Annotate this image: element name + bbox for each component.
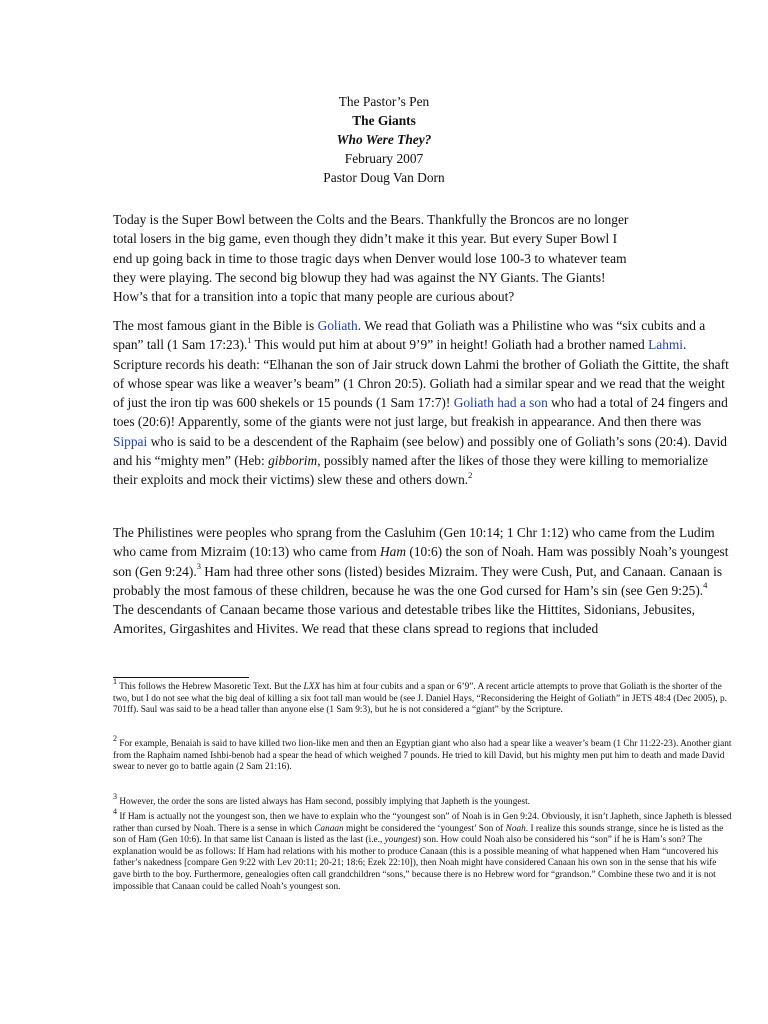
italic-term: Ham [379, 544, 407, 560]
column-name: The Pastor’s Pen [338, 94, 430, 109]
text-run: who had a total of 24 fingers and toes (20:6)! Apparently, some of the giants were not just large, but freakish in appearance. And then there was [113, 395, 728, 430]
paragraph-line: they were playing. The second big blowup they had was against the NY Giants. The Giants! [113, 269, 606, 285]
title-block [0, 92, 768, 187]
text-run: has him at four cubits and a span or 6’9”. A recent article attempts to prove that Goliath is the shorter of the two, but I do not see what the big deal of killing a six foot tall man would be (see J. Daniel Hays, “Reconsidering the Height of Goliath” in JETS 48:4 (Dec 2005), p. 701ff). Saul was said to be a head taller than anyone else (1 Sam 9:3), but he is not considered a “giant” by the Scripture. [113, 682, 727, 716]
text-run: ) son. How could Noah also be considered his “son” if he is Ham’s son? The explanation would be as follows: If Ham had relations with his mother to produce Canaan (this is a possible meaning of what happened when Ham “uncovered his father’s nakedness [compare Gen 9:22 with Lev 20:11; 20-21; 18:6; Ezek 22:10]), then Noah might have considered Canaan his own son in the sense that his wife gave birth to the boy. Furthermore, genealogies often call grandchildren “sons,” because there is no Hebrew word for “grandson.” Combine these two and it is not impossible that Canaan could be called Noah’s youngest son. [113, 835, 719, 892]
footnote-ref[interactable]: 4 [703, 580, 708, 591]
text-run: This follows the Hebrew Masoretic Text. But the [117, 682, 304, 692]
text-run: If Ham is actually not the youngest son, then we have to explain who the “youngest son” of Noah is in Gen 9:24. Obviously, it isn’t Japheth, since Japheth is blessed rather than cursed by Noah. There is a sense in which [113, 812, 732, 834]
link-goliath[interactable]: Goliath [317, 318, 358, 333]
text-run: The Philistines were peoples who sprang from the Casluhim (Gen 10:14; 1 Chr 1:12) who came from the Ludim who came from Mizraim (10:13) who came from [113, 525, 715, 560]
text-run: who is said to be a descendent of the Raphaim (see below) and possibly one of Goliath’s sons (20:4). David and his “mighty men” (Heb: [113, 433, 728, 469]
footnote-3 [113, 791, 733, 809]
article-subtitle: Who Were They? [336, 132, 432, 147]
italic-term: LXX [303, 682, 320, 692]
paragraph-intro [113, 210, 731, 306]
footnote-2 [113, 733, 733, 774]
footnote-number: 3 [113, 791, 117, 801]
footnote-number: 1 [113, 676, 117, 686]
italic-term: Canaan [314, 823, 344, 834]
paragraph-line: total losers in the big game, even though they didn’t make it this year. But every Super Bowl I [113, 231, 618, 247]
paragraph-philistines [113, 523, 731, 639]
footnote-ref[interactable]: 1 [247, 334, 252, 345]
text-run: , possibly named after the likes of those they were killing to memorialize their exploits and mock their victims) slew these and others down. [113, 453, 709, 488]
paragraph-line: How’s that for a transition into a topic that many people are curious about? [113, 289, 515, 305]
hebrew-term: gibborim [268, 453, 318, 469]
text-run: might be considered the ‘youngest’ Son of [343, 823, 506, 834]
footnote-number: 4 [113, 806, 117, 816]
text-run: For example, Benaiah is said to have killed two lion-like men and then an Egyptian giant who also had a spear like a weaver’s beam (1 Chr 11:22-23). Another giant from the Raphaim named Ishbi-benob had a spear the head of which weighed 7 pounds. He tried to kill David, but his mighty men put him to death and made David swear to never go to battle again (2 Sam 21:16). [113, 739, 732, 773]
text-run: . Scripture records his death: “Elhanan the son of Jair struck down Lahmi the brother of Goliath the Gittite, the shaft of whose spear was like a weaver’s beam” (1 Chron 20:5). Goliath had a similar spear and we read that the weight of just the iron tip was 600 shekels or 15 pounds (1 Sam 17:7)! [113, 337, 729, 411]
italic-term: Noah [505, 823, 526, 834]
link-sippai[interactable]: Sippai [113, 433, 148, 449]
footnote-1 [113, 676, 733, 717]
text-run: . We read that Goliath was a Philistine who was “six cubits and a span” tall (1 Sam 17:23). [113, 318, 706, 353]
article-author: Pastor Doug Van Dorn [323, 170, 445, 185]
text-run: Ham had three other sons (listed) besides Mizraim. They were Cush, Put, and Canaan. Canaan is probably the most famous of these children, because he was the one God cursed for Ham’s sin (see Gen 9:25). [113, 563, 723, 598]
link-goliath-son[interactable]: Goliath had a son [453, 395, 548, 411]
footnote-divider [113, 677, 249, 678]
article-title: The Giants [352, 113, 416, 128]
footnote-4 [113, 806, 733, 893]
paragraph-line: Today is the Super Bowl between the Colts and the Bears. Thankfully the Broncos are no longer [113, 212, 629, 227]
text-run: The descendants of Canaan became those various and detestable tribes like the Hittites, Sidonians, Jebusites, Amorites, Girgashites and Hivites. We read that these clans spread to regions that included [113, 602, 695, 637]
text-run: The most famous giant in the Bible is [113, 318, 318, 333]
text-run: (10:6) the son of Noah. Ham was possibly Noah’s youngest son (Gen 9:24). [113, 544, 729, 579]
text-run: However, the order the sons are listed always has Ham second, possibly implying that Japheth is the youngest. [117, 797, 530, 807]
italic-term: youngest [384, 835, 418, 846]
paragraph-line: end up going back in time to those tragic days when Denver would lose 100-3 to whatever team [113, 250, 627, 266]
text-run: This would put him at about 9’9” in height! Goliath had a brother named [251, 337, 649, 353]
footnote-ref[interactable]: 3 [196, 561, 201, 572]
footnote-number: 2 [113, 733, 117, 743]
text-run: . I realize this sounds strange, since he is listed as the son of Ham (Gen 10:6). In that same list Canaan is listed as the last (i.e., [113, 823, 724, 846]
article-date: February 2007 [344, 151, 424, 166]
paragraph-goliath [113, 316, 731, 490]
link-lahmi[interactable]: Lahmi [648, 337, 684, 353]
footnote-ref[interactable]: 2 [468, 469, 473, 480]
